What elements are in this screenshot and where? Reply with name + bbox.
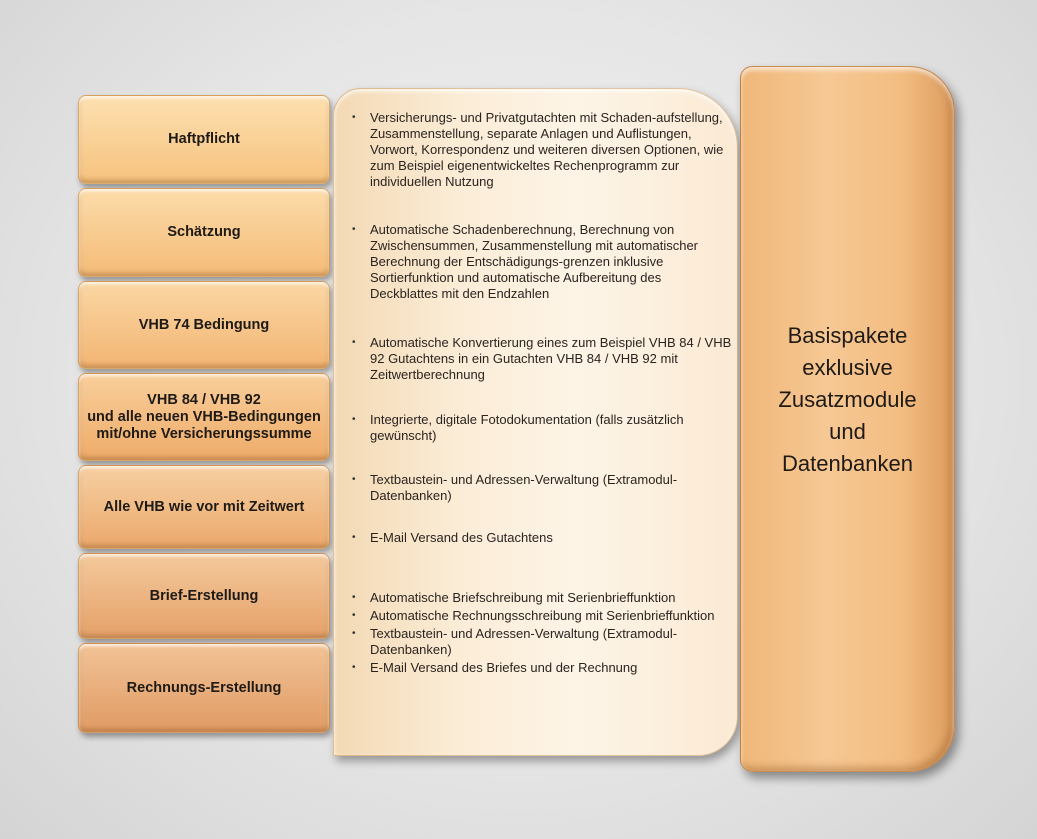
description-group-vhb84-konvertierung — [352, 335, 732, 385]
description-group-email-gutachten — [352, 530, 732, 548]
category-label: Brief-Erstellung — [149, 587, 259, 604]
category-label-line-3: mit/ohne Versicherungssumme — [96, 425, 312, 442]
category-box-vhb74 — [78, 281, 330, 369]
category-box-haftpflicht — [78, 95, 330, 184]
list-item: • E-Mail Versand des Gutachtens — [352, 530, 732, 546]
summary-line-3: Zusatzmodule — [778, 387, 917, 412]
summary-line-1: Basispakete — [787, 323, 908, 348]
category-label-line-1: VHB 84 / VHB 92 — [147, 391, 261, 408]
list-item: • Textbaustein- und Adressen-Verwaltung (Extramodul-Datenbanken) — [352, 626, 732, 658]
category-box-vhb84-92 — [78, 373, 330, 461]
category-box-brief — [78, 553, 330, 639]
list-item: • E-Mail Versand des Briefes und der Rechnung — [352, 660, 732, 676]
category-box-rechnung — [78, 643, 330, 733]
list-item: • Versicherungs- und Privatgutachten mit Schaden-aufstellung, Zusammenstellung, separate Anlagen und Auflistungen, Vorwort, Korrespondenz und weiteren diversen Optionen, wie zum Beispiel eigenentwickeltes Rechenprogramm zur individuellen Nutzung — [352, 110, 732, 190]
category-box-schaetzung — [78, 188, 330, 277]
category-label: Alle VHB wie vor mit Zeitwert — [103, 498, 305, 515]
category-label: VHB 74 Bedingung — [138, 316, 270, 333]
description-group-schaetzung — [352, 222, 732, 304]
summary-line-5: Datenbanken — [782, 451, 913, 476]
description-group-textbaustein — [352, 472, 732, 506]
list-item: • Automatische Rechnungsschreibung mit Serienbrieffunktion — [352, 608, 732, 624]
list-item: • Automatische Konvertierung eines zum Beispiel VHB 84 / VHB 92 Gutachtens in ein Gutachten VHB 84 / VHB 92 mit Zeitwertberechnung — [352, 335, 732, 383]
category-label: Haftpflicht — [168, 131, 240, 147]
list-item: • Automatische Briefschreibung mit Serienbrieffunktion — [352, 590, 732, 606]
summary-line-2: exklusive — [802, 355, 893, 380]
category-label: Schätzung — [167, 224, 241, 240]
category-box-zeitwert — [78, 465, 330, 549]
description-group-fotodokumentation — [352, 412, 732, 446]
list-item: • Textbaustein- und Adressen-Verwaltung (Extramodul-Datenbanken) — [352, 472, 732, 504]
list-item: • Integrierte, digitale Fotodokumentation (falls zusätzlich gewünscht) — [352, 412, 732, 444]
description-group-haftpflicht — [352, 110, 732, 192]
category-label-line-2: und alle neuen VHB-Bedingungen — [87, 408, 321, 425]
summary-line-4: und — [829, 419, 866, 444]
description-group-brief-rechnung — [352, 590, 732, 678]
category-label: Rechnungs-Erstellung — [126, 679, 282, 696]
summary-text — [740, 320, 955, 480]
list-item: • Automatische Schadenberechnung, Berechnung von Zwischensummen, Zusammenstellung mit automatischer Berechnung der Entschädigungs-grenzen inklusive Sortierfunktion und automatische Aufbereitung des Deckblattes mit den Endzahlen — [352, 222, 732, 302]
